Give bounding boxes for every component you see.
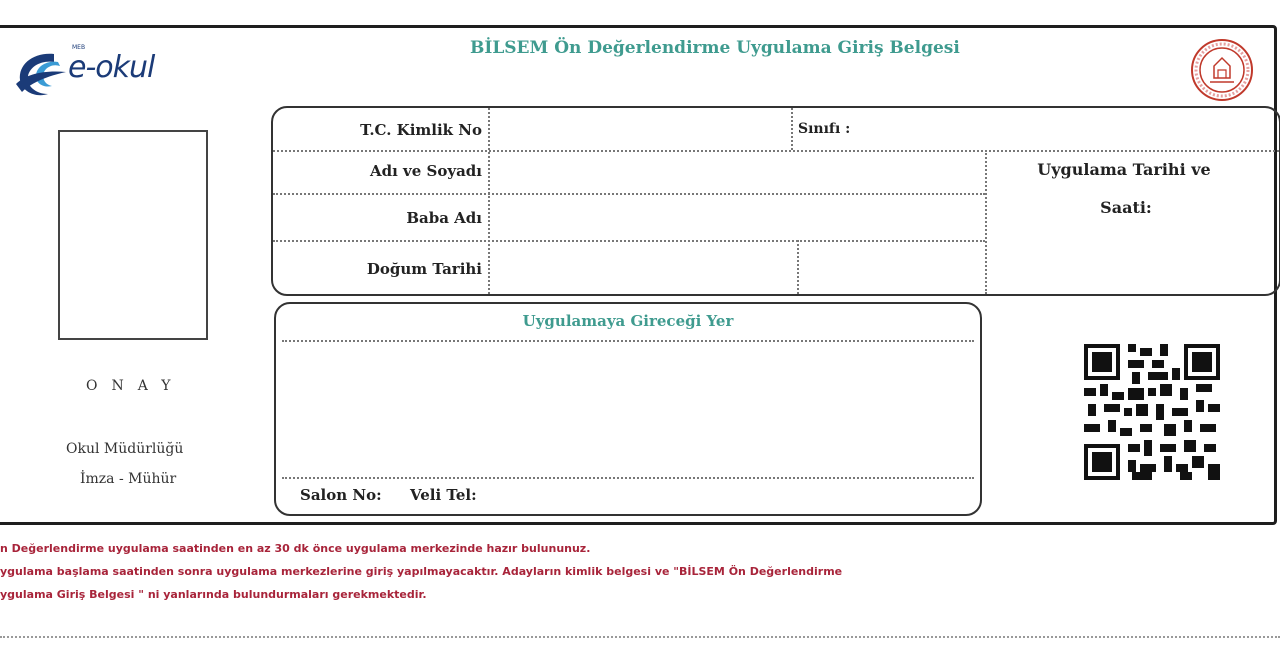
column-divider xyxy=(488,108,490,294)
exam-date-label: Uygulama Tarihi ve xyxy=(1037,160,1211,179)
column-divider xyxy=(791,108,793,150)
name-label: Adı ve Soyadı xyxy=(370,162,482,180)
e-okul-logo-icon xyxy=(14,44,164,102)
venue-title: Uygulamaya Gireceği Yer xyxy=(522,312,734,330)
approval-label: ONAY xyxy=(86,378,185,394)
father-name-label: Baba Adı xyxy=(406,209,482,227)
row-divider xyxy=(273,193,985,195)
row-divider xyxy=(273,150,1279,152)
exam-time-label: Saati: xyxy=(1100,198,1152,217)
signature-label: İmza - Mühür xyxy=(80,471,177,487)
logo-text: e-okul xyxy=(68,50,155,85)
column-divider xyxy=(985,150,987,294)
meb-seal-icon xyxy=(1190,38,1254,102)
logo-small-text: MEB xyxy=(72,44,86,51)
birth-date-label: Doğum Tarihi xyxy=(366,260,482,278)
note-line: ygulama başlama saatinden sonra uygulama merkezlerine giriş yapılmayacaktır. Adayların kimlik belgesi ve "BİLSEM Ön Değerlendirme xyxy=(0,565,843,578)
tc-label: T.C. Kimlik No xyxy=(360,121,482,139)
column-divider xyxy=(797,240,799,294)
cut-line xyxy=(0,636,1280,638)
venue-divider xyxy=(282,340,974,342)
row-divider xyxy=(273,240,985,242)
venue-box xyxy=(274,302,982,516)
venue-divider xyxy=(282,477,974,479)
office-label: Okul Müdürlüğü xyxy=(66,441,184,457)
photo-box xyxy=(58,130,208,340)
note-line: n Değerlendirme uygulama saatinden en az 30 dk önce uygulama merkezinde hazır bulununuz. xyxy=(0,542,591,555)
document-title: BİLSEM Ön Değerlendirme Uygulama Giriş Belgesi xyxy=(470,38,960,58)
room-label: Salon No: xyxy=(300,486,382,504)
note-line: ygulama Giriş Belgesi " ni yanlarında bulundurmaları gerekmektedir. xyxy=(0,588,427,601)
parent-phone-label: Veli Tel: xyxy=(410,486,477,504)
class-label: Sınıfı : xyxy=(798,121,851,137)
qr-code-icon xyxy=(1084,344,1220,480)
